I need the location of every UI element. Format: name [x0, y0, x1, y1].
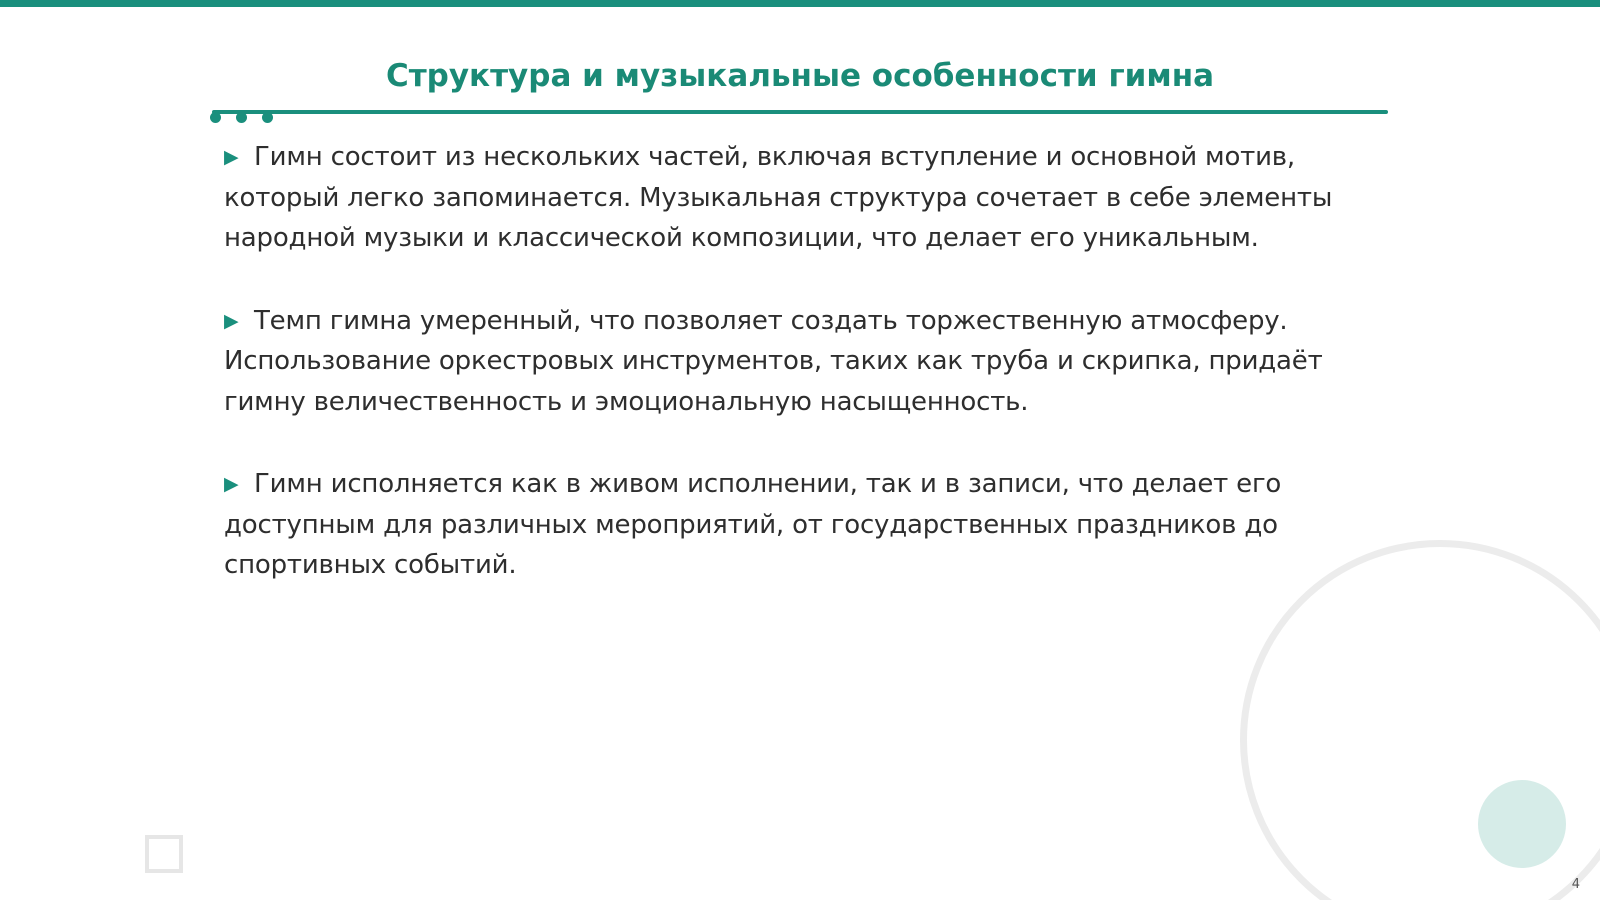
decorative-circle	[1478, 780, 1566, 868]
triangle-bullet-icon: ▶	[224, 309, 239, 332]
underline-dot	[236, 112, 247, 123]
underline-dot	[210, 112, 221, 123]
bullet-item	[224, 301, 1374, 423]
bullet-list	[224, 137, 1374, 628]
underline-dot	[262, 112, 273, 123]
bullet-item	[224, 137, 1374, 259]
bullet-item	[224, 464, 1374, 586]
decorative-square	[145, 835, 183, 873]
slide-title: Структура и музыкальные особенности гимна	[385, 58, 1215, 94]
title-underline	[212, 110, 1388, 114]
top-accent-bar	[0, 0, 1600, 7]
triangle-bullet-icon: ▶	[224, 473, 239, 495]
triangle-bullet-icon: ▶	[224, 146, 239, 168]
bullet-text: Гимн исполняется как в живом исполнении, так и в записи, что делает его доступным для различных мероприятий, от государственных праздников до спортивных событий.	[224, 469, 1282, 580]
bullet-text: Темп гимна умеренный, что позволяет создать торжественную атмосферу. Использование оркестровых инструментов, таких как труба и скрипка, придаёт гимну величественность и эмоциональную насыщенность.	[224, 305, 1323, 417]
page-number: 4	[1571, 877, 1580, 892]
bullet-text: Гимн состоит из нескольких частей, включая вступление и основной мотив, который легко запоминается. Музыкальная структура сочетает в себе элементы народной музыки и классической композиции, что делает его уникальным.	[224, 142, 1333, 253]
